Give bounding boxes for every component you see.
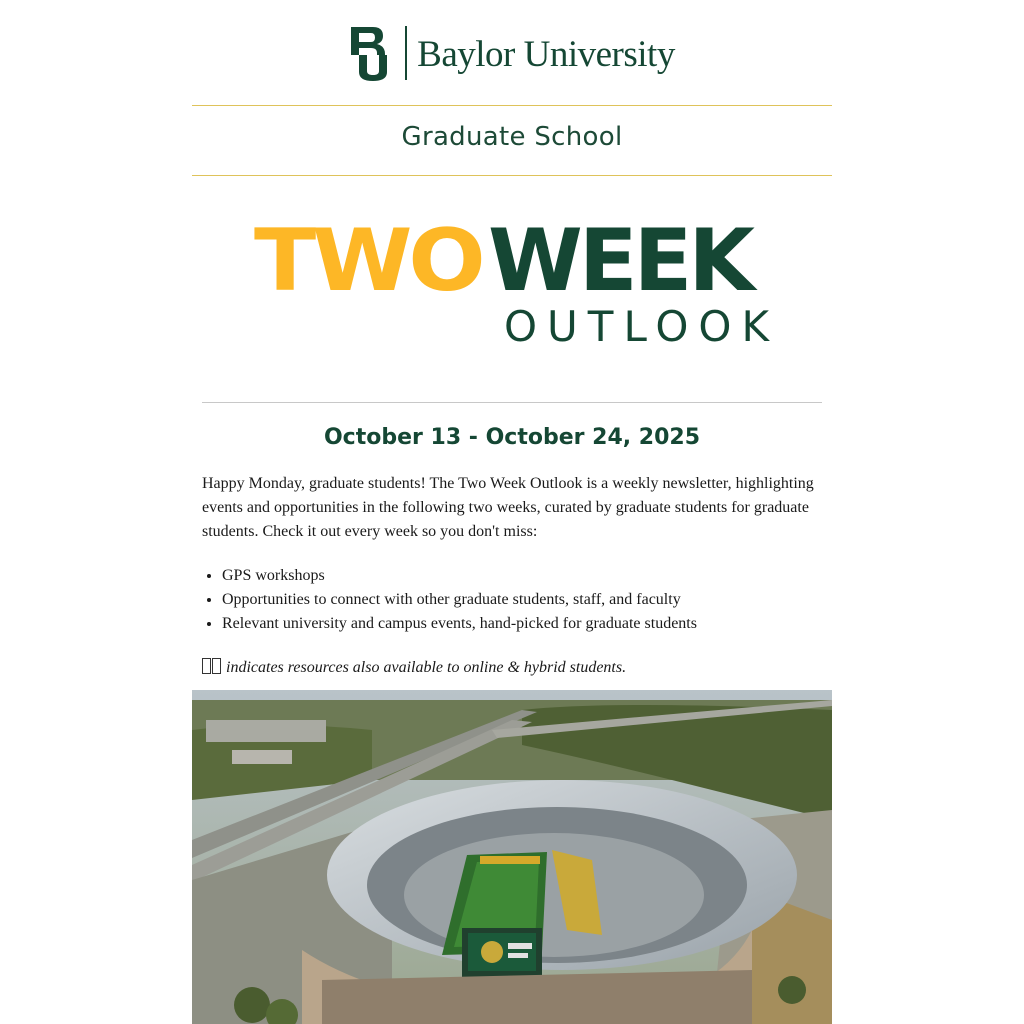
logo-wordmark: Baylor University <box>417 33 675 75</box>
list-item: • Opportunities to connect with other graduate students, staff, and faculty <box>222 588 822 612</box>
baylor-logo[interactable] <box>192 22 832 84</box>
masthead-week: WEEK <box>488 211 751 311</box>
list-item: • Relevant university and campus events, hand-picked for graduate students <box>222 612 822 636</box>
stadium-photo-icon <box>192 690 832 1024</box>
online-note <box>202 656 822 680</box>
feature-list <box>202 564 822 636</box>
two-week-outlook-masthead <box>254 211 780 351</box>
gold-rule-top <box>192 105 832 106</box>
section-divider <box>202 402 822 403</box>
department-title: Graduate School <box>401 122 623 152</box>
gold-rule-bottom <box>192 175 832 176</box>
list-item: • GPS workshops <box>222 564 822 588</box>
online-hybrid-icon <box>202 656 222 680</box>
masthead-outlook: OUTLOOK <box>504 302 780 351</box>
masthead-two: TWO <box>254 211 482 311</box>
newsletter <box>192 0 832 1024</box>
online-note-text: indicates resources also available to online & hybrid students. <box>226 659 627 676</box>
intro-paragraph: Happy Monday, graduate students! The Two Week Outlook is a weekly newsletter, highlighting events and opportunities in the following two weeks, curated by graduate students for graduate students. Check it out every week so you don't miss: <box>202 475 814 540</box>
logo-divider <box>405 26 407 80</box>
date-range-heading: October 13 - October 24, 2025 <box>323 425 701 450</box>
stadium-aerial-photo <box>192 690 832 1024</box>
bu-monogram-icon <box>349 25 395 81</box>
